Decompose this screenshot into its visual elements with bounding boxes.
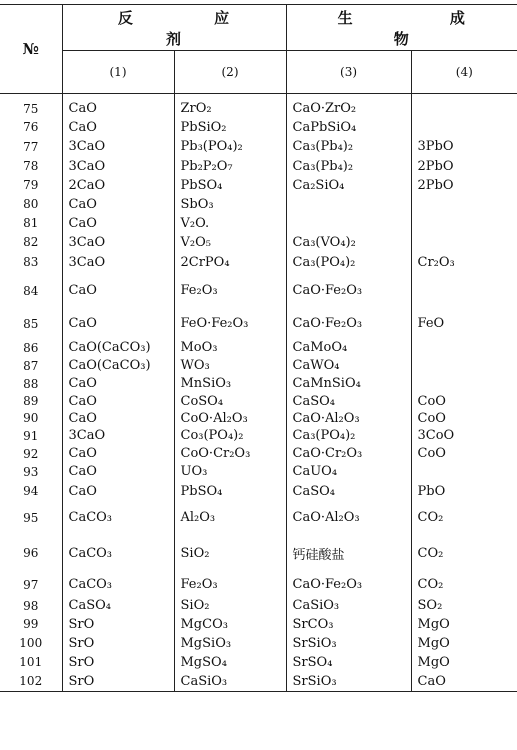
- reactant-2: PbSO₄: [174, 481, 286, 502]
- product-1: CaO·Al₂O₃: [286, 410, 411, 427]
- table-row: [0, 137, 517, 157]
- product-1: CaUO₄: [286, 463, 411, 481]
- product-1: 钙硅酸盐: [286, 534, 411, 573]
- product-1: [286, 214, 411, 233]
- row-number: 98: [23, 598, 39, 613]
- row-number: 80: [23, 197, 39, 211]
- product-2: PbO: [411, 481, 517, 502]
- product-1: SrCO₃: [286, 615, 411, 634]
- reactant-1: CaO(CaCO₃): [62, 357, 174, 375]
- table-body: [0, 94, 517, 692]
- reactant-1: CaO: [62, 481, 174, 502]
- row-number: 81: [23, 216, 39, 230]
- table-row: [0, 357, 517, 375]
- table-row: [0, 653, 517, 672]
- reactant-2: Fe₂O₃: [174, 573, 286, 597]
- reactant-2: CoO·Al₂O₃: [174, 410, 286, 427]
- product-1: CaMnSiO₄: [286, 375, 411, 393]
- table-row: [0, 597, 517, 615]
- products-header: 生 成 物: [286, 5, 517, 51]
- reactants-header: 反 应 剂: [62, 5, 286, 51]
- reactant-2: 2CrPO₄: [174, 252, 286, 273]
- product-1: CaO·Fe₂O₃: [286, 573, 411, 597]
- reactant-2: MgCO₃: [174, 615, 286, 634]
- product-2: CO₂: [411, 573, 517, 597]
- col2-header: (2): [174, 51, 286, 94]
- table-row: [0, 573, 517, 597]
- product-2: 2PbO: [411, 176, 517, 195]
- reactant-1: CaO: [62, 309, 174, 339]
- reactant-2: ZrO₂: [174, 94, 286, 118]
- product-1: CaO·ZrO₂: [286, 94, 411, 118]
- reactant-2: MnSiO₃: [174, 375, 286, 393]
- product-2: MgO: [411, 615, 517, 634]
- table-row: [0, 195, 517, 214]
- table-row: [0, 157, 517, 176]
- row-number: 102: [0, 672, 62, 692]
- product-2: FeO: [411, 309, 517, 339]
- col4-header: (4): [411, 51, 517, 94]
- row-number: 82: [23, 235, 39, 249]
- reactant-1: CaO: [62, 410, 174, 427]
- reactant-2: Al₂O₃: [174, 502, 286, 534]
- row-number: 100: [19, 636, 43, 650]
- product-1: Ca₃(VO₄)₂: [286, 233, 411, 252]
- reactant-1: CaO: [62, 118, 174, 137]
- table-row: [0, 118, 517, 137]
- product-2: CO₂: [411, 534, 517, 573]
- reaction-table: [0, 4, 517, 692]
- reactant-1: CaCO₃: [62, 573, 174, 597]
- reactant-1: CaO: [62, 445, 174, 463]
- reactant-1: CaSO₄: [62, 597, 174, 615]
- product-2: 3PbO: [411, 137, 517, 157]
- product-1: Ca₃(PO₄)₂: [286, 252, 411, 273]
- reactant-2: UO₃: [174, 463, 286, 481]
- table-row: [0, 233, 517, 252]
- product-2: 3CoO: [411, 427, 517, 445]
- col1-header: (1): [62, 51, 174, 94]
- table-row: [0, 176, 517, 195]
- product-2: [411, 214, 517, 233]
- row-number: 84: [23, 283, 39, 298]
- reactant-2: CoO·Cr₂O₃: [174, 445, 286, 463]
- product-1: CaMoO₄: [286, 339, 411, 357]
- row-number: 99: [23, 617, 39, 631]
- reactant-1: CaO: [62, 463, 174, 481]
- number-header: №: [0, 5, 62, 94]
- reactant-1: CaO: [62, 214, 174, 233]
- reactant-2: SiO₂: [174, 534, 286, 573]
- table-row: [0, 672, 517, 692]
- reactant-2: SbO₃: [174, 195, 286, 214]
- reactant-2: PbSiO₂: [174, 118, 286, 137]
- row-number: 85: [23, 316, 39, 331]
- table-row: [0, 445, 517, 463]
- product-2: [411, 463, 517, 481]
- reactant-1: 3CaO: [62, 157, 174, 176]
- product-2: 2PbO: [411, 157, 517, 176]
- product-1: Ca₃(Pb₄)₂: [286, 157, 411, 176]
- product-1: CaSO₄: [286, 393, 411, 410]
- row-number: 78: [23, 159, 39, 173]
- table-row: [0, 615, 517, 634]
- reactant-1: CaO(CaCO₃): [62, 339, 174, 357]
- product-2: MgO: [411, 634, 517, 653]
- reactant-1: SrO: [62, 615, 174, 634]
- product-1: SrSiO₃: [286, 634, 411, 653]
- row-number: 76: [23, 120, 39, 134]
- product-2: [411, 118, 517, 137]
- reactant-1: CaO: [62, 273, 174, 309]
- product-1: Ca₃(Pb₄)₂: [286, 137, 411, 157]
- row-number: 89: [23, 394, 39, 408]
- table-row: [0, 214, 517, 233]
- product-1: CaSO₄: [286, 481, 411, 502]
- row-number: 94: [23, 484, 39, 498]
- reactant-1: CaO: [62, 195, 174, 214]
- reactant-1: 3CaO: [62, 137, 174, 157]
- product-1: CaPbSiO₄: [286, 118, 411, 137]
- reactant-1: SrO: [62, 653, 174, 672]
- reactant-1: CaO: [62, 94, 174, 118]
- product-1: CaO·Cr₂O₃: [286, 445, 411, 463]
- row-number: 79: [23, 178, 39, 192]
- product-2: MgO: [411, 653, 517, 672]
- table-row: [0, 339, 517, 357]
- table-row: [0, 273, 517, 309]
- product-2: CaO: [411, 672, 517, 692]
- reactant-1: SrO: [62, 672, 174, 692]
- reactant-1: CaO: [62, 393, 174, 410]
- table-row: [0, 94, 517, 118]
- product-1: CaWO₄: [286, 357, 411, 375]
- product-2: [411, 195, 517, 214]
- reactant-2: SiO₂: [174, 597, 286, 615]
- table-row: [0, 427, 517, 445]
- table-row: [0, 393, 517, 410]
- row-number: 83: [23, 255, 39, 269]
- reactant-2: PbSO₄: [174, 176, 286, 195]
- reactant-1: CaCO₃: [62, 502, 174, 534]
- reactant-2: CoSO₄: [174, 393, 286, 410]
- reactant-1: CaO: [62, 375, 174, 393]
- row-number: 96: [23, 546, 39, 560]
- product-2: [411, 357, 517, 375]
- product-2: [411, 273, 517, 309]
- product-1: CaO·Fe₂O₃: [286, 273, 411, 309]
- table-row: [0, 375, 517, 393]
- table-row: [0, 534, 517, 573]
- reactant-1: 3CaO: [62, 252, 174, 273]
- reactant-2: Fe₂O₃: [174, 273, 286, 309]
- product-1: CaO·Al₂O₃: [286, 502, 411, 534]
- product-2: CoO: [411, 393, 517, 410]
- product-1: CaSiO₃: [286, 597, 411, 615]
- product-1: Ca₃(PO₄)₂: [286, 427, 411, 445]
- row-number: 90: [23, 411, 39, 425]
- reactant-2: Pb₂P₂O₇: [174, 157, 286, 176]
- product-2: CO₂: [411, 502, 517, 534]
- reactant-1: CaCO₃: [62, 534, 174, 573]
- row-number: 75: [23, 101, 39, 116]
- col3-header: (3): [286, 51, 411, 94]
- product-1: SrSO₄: [286, 653, 411, 672]
- row-number: 88: [23, 376, 39, 391]
- product-2: SO₂: [411, 597, 517, 615]
- row-number: 93: [23, 464, 39, 479]
- reactant-2: V₂O₅: [174, 233, 286, 252]
- row-number: 95: [23, 510, 39, 525]
- product-2: [411, 233, 517, 252]
- product-2: Cr₂O₃: [411, 252, 517, 273]
- reactant-1: 3CaO: [62, 233, 174, 252]
- product-1: SrSiO₃: [286, 672, 411, 692]
- product-1: CaO·Fe₂O₃: [286, 309, 411, 339]
- reactant-2: FeO·Fe₂O₃: [174, 309, 286, 339]
- product-2: [411, 339, 517, 357]
- table-row: [0, 634, 517, 653]
- table-row: [0, 309, 517, 339]
- product-2: [411, 375, 517, 393]
- reactant-1: 2CaO: [62, 176, 174, 195]
- row-number: 86: [23, 340, 39, 355]
- reactant-2: Co₃(PO₄)₂: [174, 427, 286, 445]
- table-row: [0, 410, 517, 427]
- product-1: Ca₂SiO₄: [286, 176, 411, 195]
- reactant-2: MgSiO₃: [174, 634, 286, 653]
- table-row: [0, 481, 517, 502]
- table-row: [0, 502, 517, 534]
- row-number: 97: [23, 577, 39, 592]
- table-row: [0, 252, 517, 273]
- row-number: 77: [23, 139, 39, 154]
- reactant-2: CaSiO₃: [174, 672, 286, 692]
- reactant-2: WO₃: [174, 357, 286, 375]
- reactant-2: MoO₃: [174, 339, 286, 357]
- row-number: 101: [19, 655, 43, 669]
- reactant-2: Pb₃(PO₄)₂: [174, 137, 286, 157]
- product-2: CoO: [411, 410, 517, 427]
- row-number: 92: [23, 446, 39, 461]
- row-number: 91: [23, 428, 39, 443]
- row-number: 87: [23, 358, 39, 373]
- product-2: [411, 94, 517, 118]
- reactant-2: MgSO₄: [174, 653, 286, 672]
- reactant-2: V₂O.: [174, 214, 286, 233]
- reactant-1: SrO: [62, 634, 174, 653]
- table-row: [0, 463, 517, 481]
- product-2: CoO: [411, 445, 517, 463]
- reactant-1: 3CaO: [62, 427, 174, 445]
- product-1: [286, 195, 411, 214]
